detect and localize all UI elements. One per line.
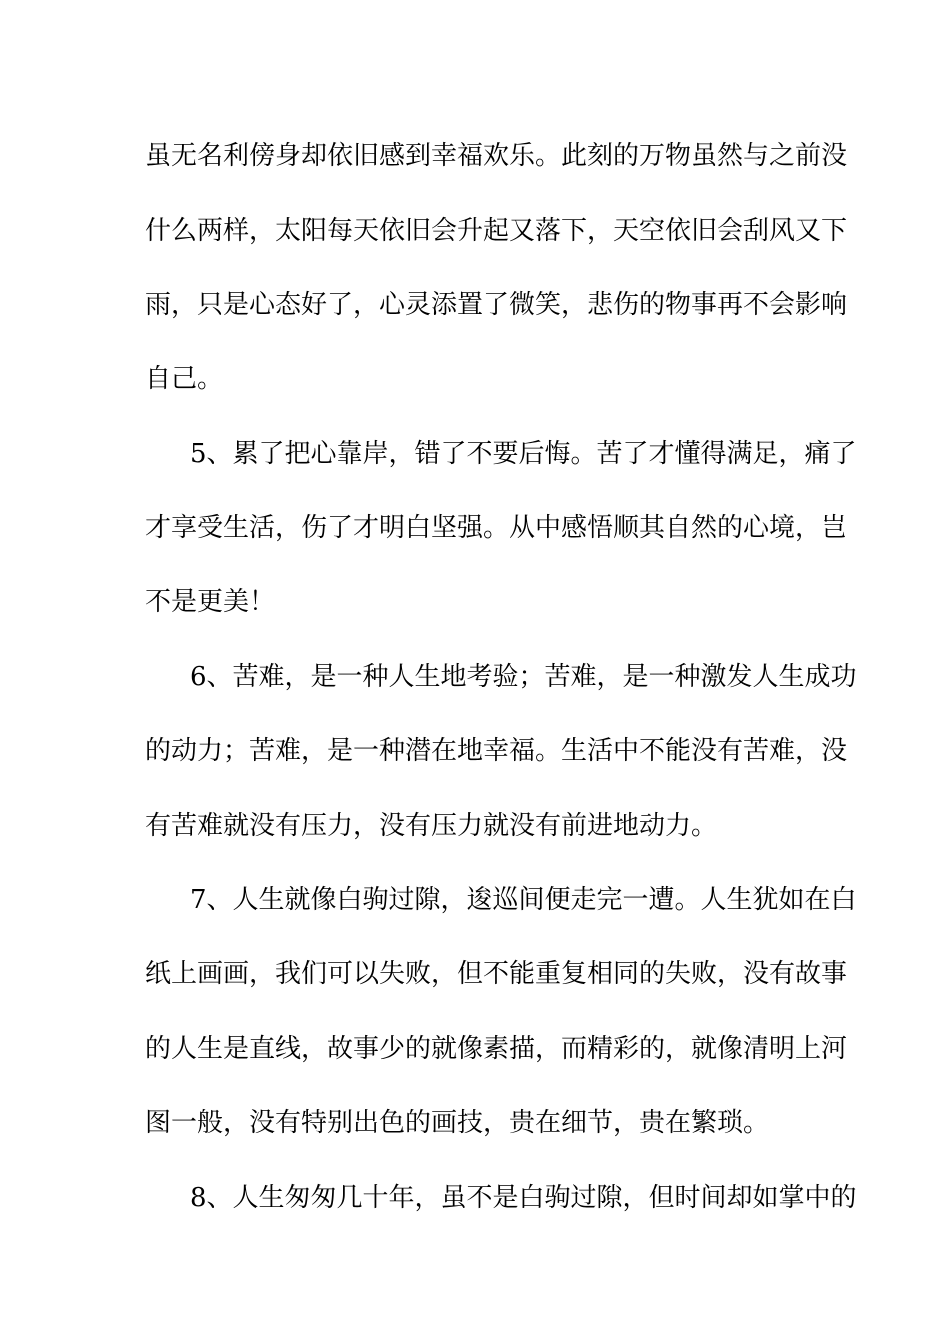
text-line: 自己。 [145,364,224,394]
text-line: 什么两样，太阳每天依旧会升起又落下，天空依旧会刮风又下 [145,216,848,246]
text-line: 虽无名利傍身却依旧感到幸福欢乐。此刻的万物虽然与之前没 [145,141,848,171]
text-line: 的人生是直线，故事少的就像素描，而精彩的，就像清明上河 [145,1034,848,1064]
paragraph-start-line: 6、苦难，是一种人生地考验；苦难，是一种激发人生成功 [190,662,857,692]
paragraph-start-line: 7、人生就像白驹过隙，逡巡间便走完一遭。人生犹如在白 [190,885,857,915]
text-line: 才享受生活，伤了才明白坚强。从中感悟顺其自然的心境，岂 [145,513,848,543]
text-line: 不是更美！ [145,587,276,617]
text-line: 有苦难就没有压力，没有压力就没有前进地动力。 [145,811,718,841]
text-line: 图一般，没有特别出色的画技，贵在细节，贵在繁琐。 [145,1108,770,1138]
paragraph-start-line: 8、人生匆匆几十年，虽不是白驹过隙，但时间却如掌中的 [190,1183,857,1213]
text-line: 的动力；苦难，是一种潜在地幸福。生活中不能没有苦难，没 [145,736,848,766]
text-line: 纸上画画，我们可以失败，但不能重复相同的失败，没有故事 [145,959,848,989]
paragraph-start-line: 5、累了把心靠岸，错了不要后悔。苦了才懂得满足，痛了 [190,439,857,469]
text-line: 雨，只是心态好了，心灵添置了微笑，悲伤的物事再不会影响 [145,290,848,320]
